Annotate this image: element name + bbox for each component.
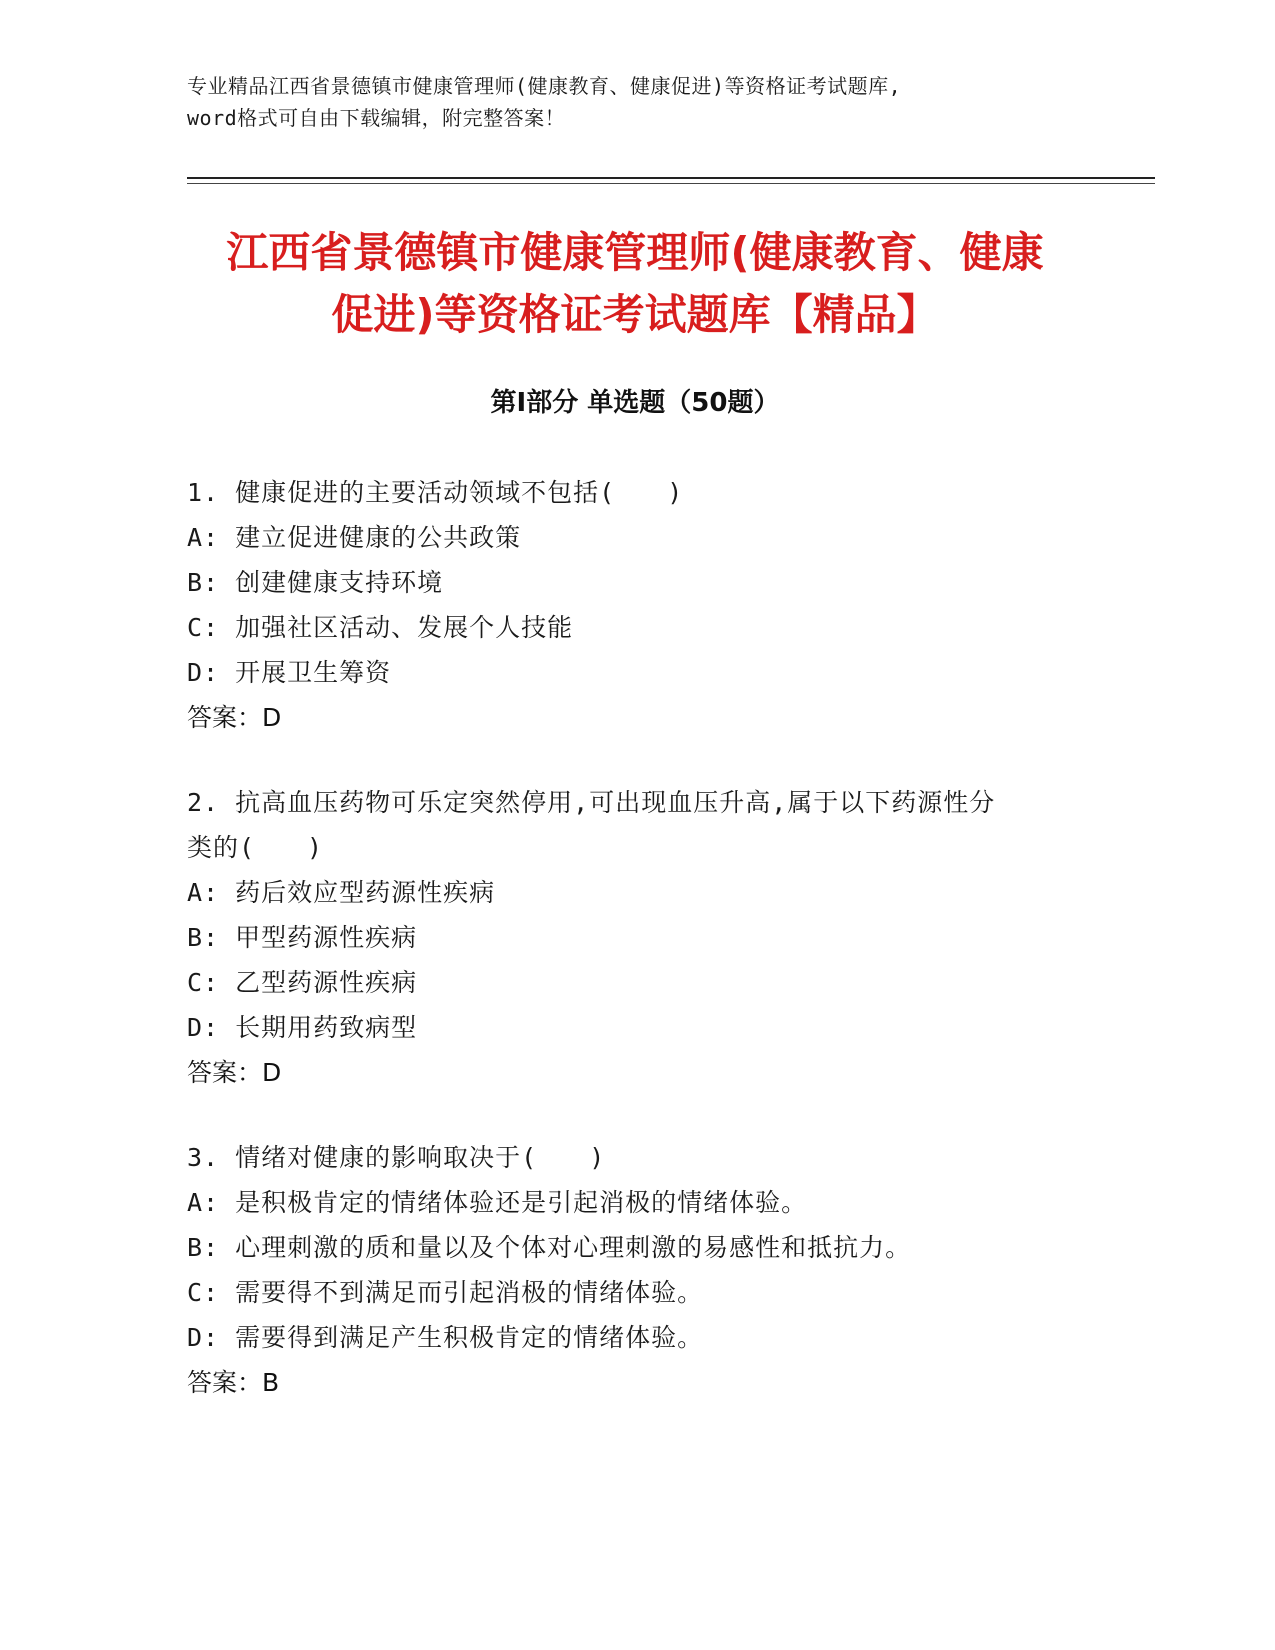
- option-a: A: 是积极肯定的情绪体验还是引起消极的情绪体验。: [187, 1188, 808, 1217]
- question-stem-continuation: 类的( ): [187, 833, 324, 862]
- header-note-line-2: word格式可自由下载编辑，附完整答案！: [187, 106, 566, 130]
- header-divider-thick: [187, 177, 1155, 179]
- question-2: [187, 780, 1087, 1095]
- answer: 答案：B: [187, 1368, 280, 1397]
- document-title-line-1: 江西省景德镇市健康管理师(健康教育、健康: [226, 228, 1044, 277]
- option-d: D: 长期用药致病型: [187, 1013, 418, 1042]
- option-b: B: 甲型药源性疾病: [187, 923, 418, 952]
- document-title-line-2: 促进)等资格证考试题库【精品】: [331, 290, 939, 339]
- header-note: [187, 70, 1087, 134]
- question-stem: 3. 情绪对健康的影响取决于( ): [187, 1143, 606, 1172]
- section-title: 第Ⅰ部分 单选题（50题）: [490, 388, 780, 418]
- option-c: C: 需要得不到满足而引起消极的情绪体验。: [187, 1278, 704, 1307]
- question-1: [187, 470, 1087, 740]
- header-note-line-1: 专业精品江西省景德镇市健康管理师(健康教育、健康促进)等资格证考试题库,: [187, 74, 902, 98]
- question-stem: 2. 抗高血压药物可乐定突然停用,可出现血压升高,属于以下药源性分: [187, 788, 996, 817]
- option-b: B: 心理刺激的质和量以及个体对心理刺激的易感性和抵抗力。: [187, 1233, 912, 1262]
- option-c: C: 加强社区活动、发展个人技能: [187, 613, 574, 642]
- answer: 答案：D: [187, 703, 282, 732]
- document-title: [180, 222, 1090, 346]
- question-list: [187, 470, 1087, 1445]
- header-divider-thin: [187, 183, 1155, 184]
- answer: 答案：D: [187, 1058, 282, 1087]
- option-c: C: 乙型药源性疾病: [187, 968, 418, 997]
- option-b: B: 创建健康支持环境: [187, 568, 444, 597]
- option-a: A: 建立促进健康的公共政策: [187, 523, 522, 552]
- option-d: D: 需要得到满足产生积极肯定的情绪体验。: [187, 1323, 704, 1352]
- question-3: [187, 1135, 1087, 1405]
- option-d: D: 开展卫生筹资: [187, 658, 392, 687]
- question-stem: 1. 健康促进的主要活动领域不包括( ): [187, 478, 684, 507]
- option-a: A: 药后效应型药源性疾病: [187, 878, 496, 907]
